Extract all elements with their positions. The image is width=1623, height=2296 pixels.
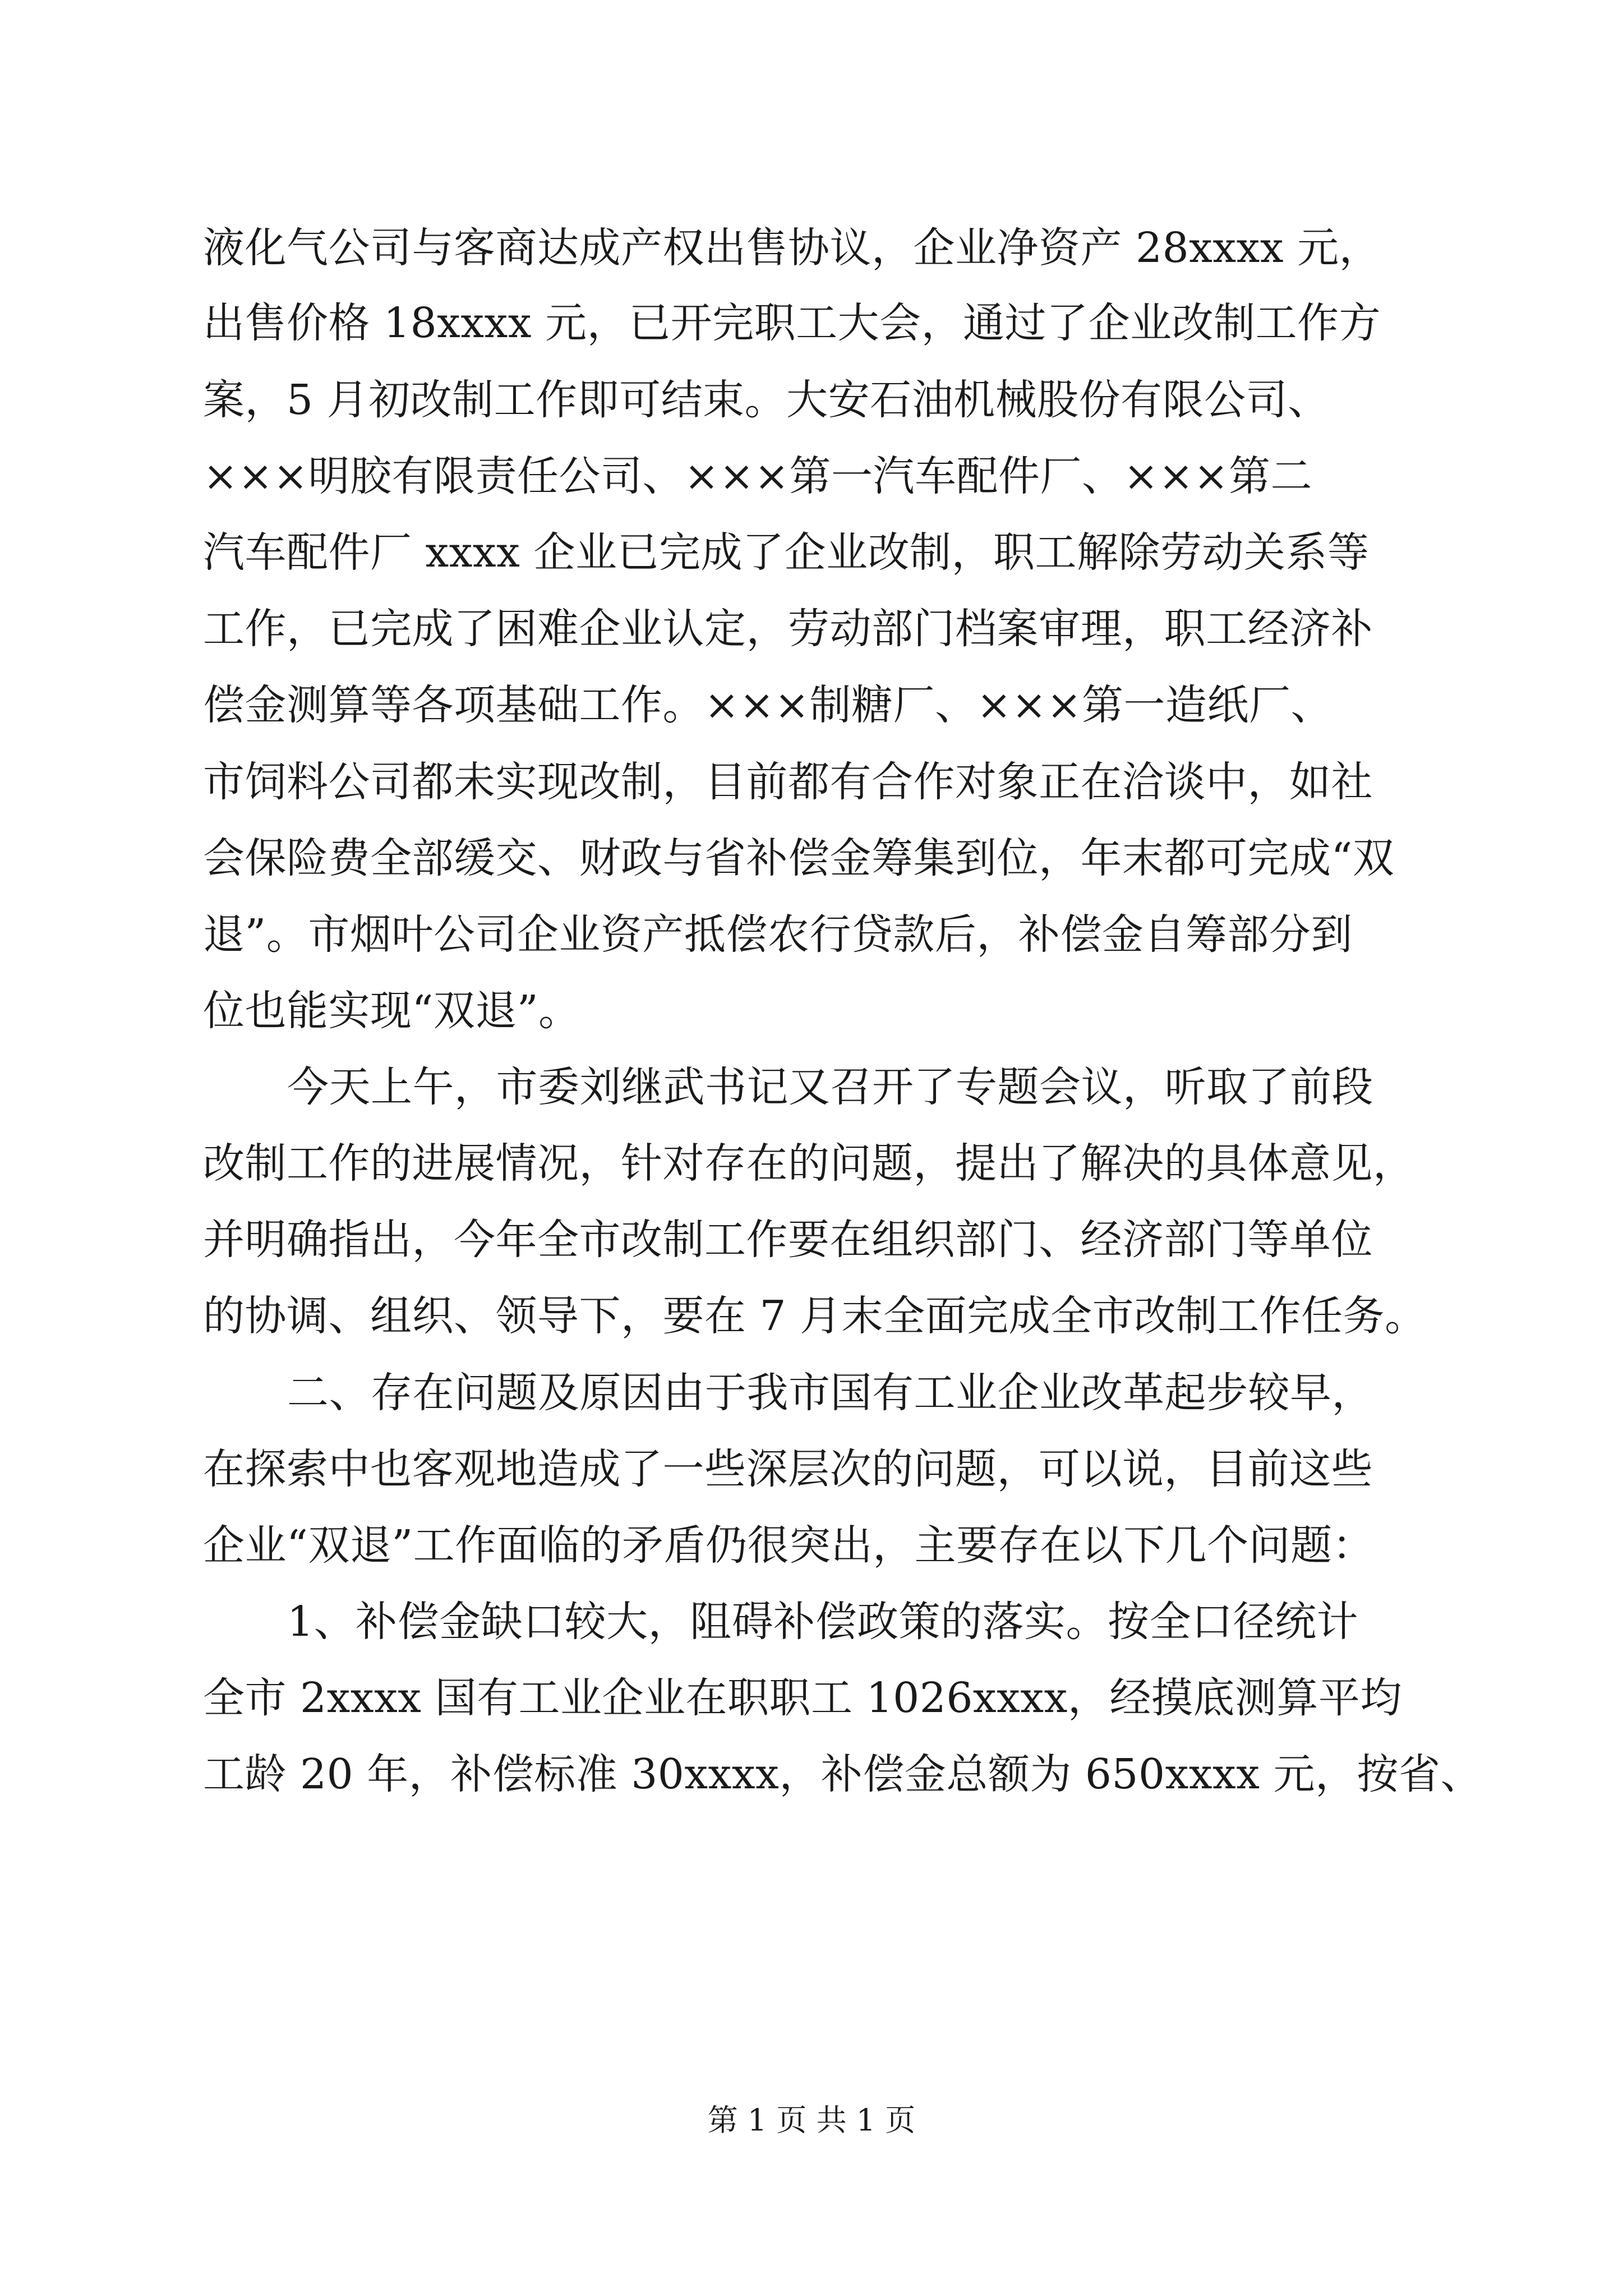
- text-line-19: 1、补偿金缺口较大，阻碍补偿政策的落实。按全口径统计: [287, 1598, 1359, 1646]
- text-line-3: 案，5 月初改制工作即可结束。大安石油机械股份有限公司、: [203, 376, 1330, 424]
- text-line-21: 工龄 20 年，补偿标准 30xxxx，补偿金总额为 650xxxx 元，按省、: [203, 1750, 1483, 1798]
- text-line-12: 今天上午，市委刘继武书记又召开了专题会议，听取了前段: [287, 1063, 1373, 1111]
- text-line-18: 企业“双退”工作面临的矛盾仍很突出，主要存在以下几个问题：: [203, 1521, 1375, 1570]
- text-line-5: 汽车配件厂 xxxx 企业已完成了企业改制，职工解除劳动关系等: [203, 528, 1370, 577]
- text-line-14: 并明确指出，今年全市改制工作要在组织部门、经济部门等单位: [203, 1216, 1373, 1264]
- text-line-2: 出售价格 18xxxx 元，已开完职工大会，通过了企业改制工作方: [203, 299, 1381, 347]
- text-line-15: 的协调、组织、领导下，要在 7 月末全面完成全市改制工作任务。: [203, 1292, 1427, 1340]
- text-line-7: 偿金测算等各项基础工作。×××制糖厂、×××第一造纸厂、: [203, 681, 1333, 729]
- text-line-6: 工作，已完成了困难企业认定，劳动部门档案审理，职工经济补: [203, 605, 1373, 653]
- text-line-4: ×××明胶有限责任公司、×××第一汽车配件厂、×××第二: [203, 452, 1313, 500]
- text-line-9: 会保险费全部缓交、财政与省补偿金筹集到位，年末都可完成“双: [203, 834, 1395, 882]
- page-footer: 第 1 页 共 1 页: [707, 2102, 916, 2138]
- text-line-8: 市饲料公司都未实现改制，目前都有合作对象正在洽谈中，如社: [203, 758, 1373, 806]
- text-line-20: 全市 2xxxx 国有工业企业在职职工 1026xxxx，经摸底测算平均: [203, 1674, 1402, 1722]
- text-line-11: 位也能实现“双退”。: [203, 987, 580, 1035]
- text-line-1: 液化气公司与客商达成产权出售协议，企业净资产 28xxxx 元，: [203, 224, 1381, 272]
- text-line-16: 二、存在问题及原因由于我市国有工业企业改革起步较早，: [287, 1369, 1373, 1417]
- text-line-10: 退”。市烟叶公司企业资产抵偿农行贷款后，补偿金自筹部分到: [203, 910, 1353, 959]
- text-line-13: 改制工作的进展情况，针对存在的问题，提出了解决的具体意见，: [203, 1139, 1415, 1188]
- text-line-17: 在探索中也客观地造成了一些深层次的问题，可以说，目前这些: [203, 1445, 1373, 1493]
